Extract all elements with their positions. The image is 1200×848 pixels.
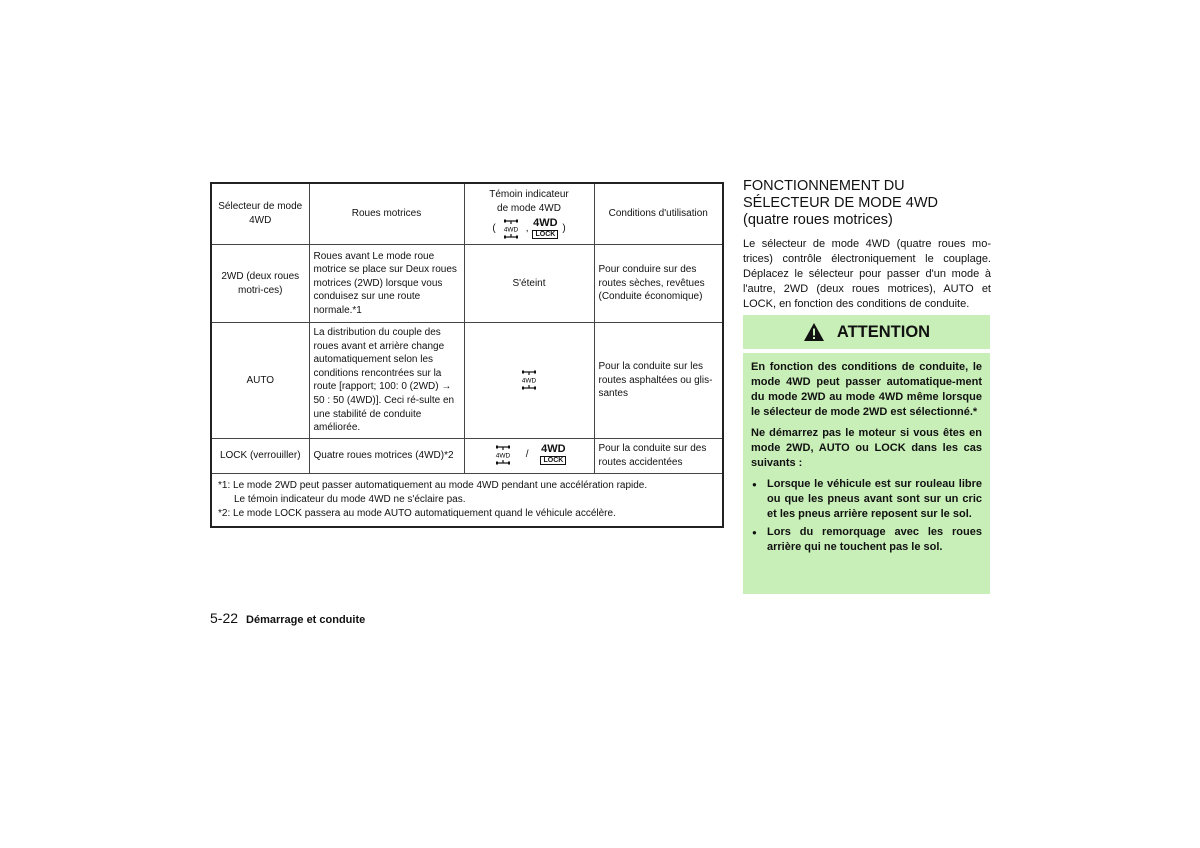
row-auto-mode: AUTO [211, 323, 309, 439]
4wd-car-icon-svg [500, 218, 522, 240]
row-auto-conditions: Pour la conduite sur les routes asphaltées ou glis-santes [594, 323, 723, 439]
attention-header [743, 315, 990, 349]
attention-body [743, 353, 990, 594]
page-number: 5-22 [210, 610, 239, 626]
row-lock-wheels: Quatre roues motrices (4WD)*2 [309, 438, 464, 474]
comma: , [525, 222, 529, 234]
4wd-lock-icon: 4WD LOCK [541, 443, 566, 465]
warning-triangle-icon [803, 322, 825, 342]
footnote-1: *1: Le mode 2WD peut passer automatiquement au mode 4WD pendant une accélération rapide. [218, 480, 648, 492]
row-lock-mode: LOCK (verrouiller) [211, 438, 309, 474]
section-title [743, 178, 993, 229]
attention-bullet-list [751, 477, 982, 555]
svg-text:4WD: 4WD [503, 226, 518, 234]
row-2wd-mode: 2WD (deux roues motri-ces) [211, 245, 309, 323]
page-footer [210, 610, 365, 626]
header-selector: Sélecteur de mode 4WD [211, 183, 309, 245]
attention-label: ATTENTION [836, 322, 931, 341]
intro-paragraph: Le sélecteur de mode 4WD (quatre roues mo-trices) contrôle électroniquement le couplage. Déplacez le sélecteur pour passer d'un mode à l'autre, 2WD (deux roues motrices), AUTO et LOCK, en fonction des conditions de conduite. [743, 238, 991, 310]
header-indicator [464, 183, 594, 245]
footnote-1-cont: Le témoin indicateur du mode 4WD ne s'éclaire pas. [234, 494, 466, 506]
header-indicator-label: Témoin indicateur de mode 4WD [489, 189, 569, 214]
chapter-title: Démarrage et conduite [246, 614, 366, 626]
attention-bullet: ● Lorsque le véhicule est sur rouleau libre ou que les pneus avant sont sur un cric et les pneus arrière reposent sur le sol. [751, 477, 982, 522]
footnote-2: *2: Le mode LOCK passera au mode AUTO automatiquement quand le véhicule accélère. [218, 508, 616, 520]
table-header-row [211, 183, 723, 245]
4wd-car-icon [500, 218, 522, 240]
row-lock-conditions: Pour la conduite sur des routes accidentées [594, 438, 723, 474]
table-footnotes-row [211, 474, 723, 528]
paren-open: ( [492, 222, 496, 234]
paren-close: ) [562, 222, 566, 234]
svg-text:4WD: 4WD [495, 452, 510, 460]
row-2wd-indicator: S'éteint [464, 245, 594, 323]
section-subtitle: (quatre roues motrices) [743, 212, 893, 228]
header-wheels: Roues motrices [309, 183, 464, 245]
4wd-lock-icon: 4WD LOCK [533, 217, 558, 239]
row-2wd-conditions: Pour conduire sur des routes sèches, revêtues (Conduite économique) [594, 245, 723, 323]
svg-text:4WD: 4WD [521, 377, 537, 385]
table-row-auto [211, 323, 723, 439]
row-auto-indicator [464, 323, 594, 439]
header-indicator-icons [492, 218, 565, 240]
row-2wd-wheels: Roues avant Le mode roue motrice se place sur Deux roues motrices (2WD) lorsque vous conduisez sur une route normale.*1 [309, 245, 464, 323]
attention-bullet: ● Lors du remorquage avec les roues arrière qui ne touchent pas le sol. [751, 525, 982, 555]
slash: / [525, 448, 529, 460]
attention-paragraph-2: Ne démarrez pas le moteur si vous êtes en mode 2WD, AUTO ou LOCK dans les cas suivants : [751, 427, 982, 469]
table-row-2wd [211, 245, 723, 323]
table-footnotes [211, 474, 723, 528]
4wd-car-icon [518, 369, 540, 391]
attention-paragraph-1: En fonction des conditions de conduite, le mode 4WD peut passer automatique-ment du mode 2WD au mode 4WD même lorsque le sélecteur de mode 2WD est sélectionné.* [751, 361, 982, 418]
4wd-car-icon [492, 444, 514, 466]
row-lock-indicator [464, 438, 594, 474]
header-conditions: Conditions d'utilisation [594, 183, 723, 245]
4wd-mode-table [210, 182, 724, 528]
row-auto-wheels: La distribution du couple des roues avant et arrière change automatiquement selon les conditions rencontrées sur la route [rapport; 100: 0 (2WD) → 50 : 50 (4WD)]. Ceci ré-sulte en une stabilité de conduite améliorée. [309, 323, 464, 439]
section-title-main: FONCTIONNEMENT DU SÉLECTEUR DE MODE 4WD [743, 178, 938, 211]
table-row-lock [211, 438, 723, 474]
